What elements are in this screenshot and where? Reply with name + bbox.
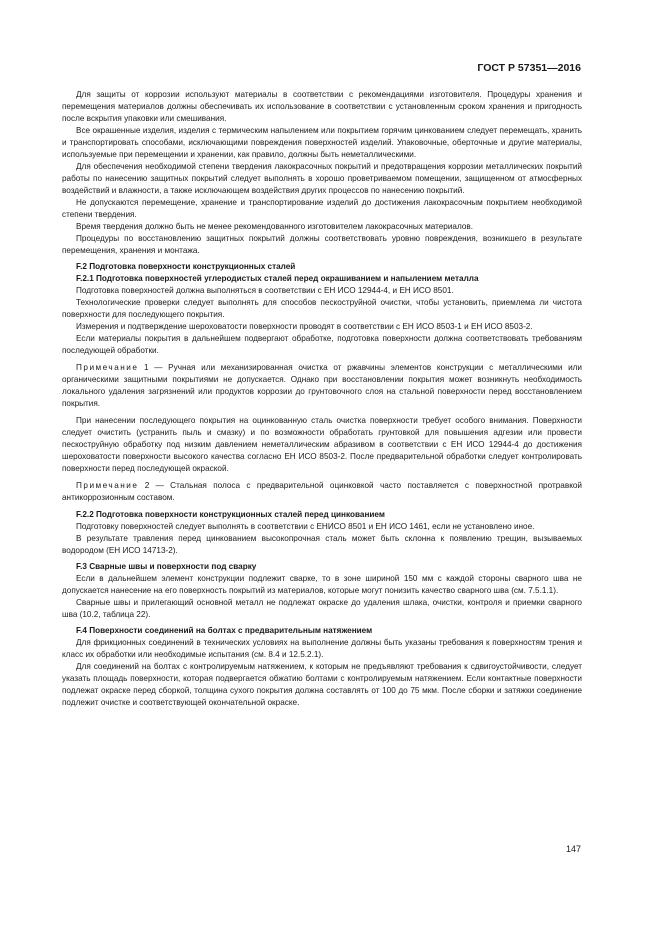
note-text: 1 — Ручная или механизированная очистка от ржавчины элементов конструкции с металлическими или органическими защитными покрытиями не допускается. Однако при восстановлении покрытия может возникнуть необходимость локального удаления загрязнений или продуктов коррозии до грунтовочного слоя на стальной поверхности перед восстановлением покрытия. bbox=[62, 363, 582, 408]
paragraph: При нанесении последующего покрытия на оцинкованную сталь очистка поверхности требует особого внимания. Поверхности следует очистить (устранить пыль и смазку) и по возможности обработать грунтовкой для повышения адгезии или провести пескоструйную обработку под низким давлением неметаллическим абразивом в соответствии с ЕН ИСО 12944-4 до достижения шероховатости поверхности высокого качества согласно ЕН ИСО 8503-2. После предварительной обработки следует контролировать поверхности перед последующей окраской. bbox=[62, 416, 582, 473]
page-number: 147 bbox=[565, 844, 581, 854]
paragraph: Сварные швы и прилегающий основной металл не подлежат окраске до удаления шлака, очистки, контроля и приемки сварного шва (10.2, таблица 22). bbox=[62, 598, 582, 619]
standard-header: ГОСТ Р 57351—2016 bbox=[477, 62, 581, 74]
note-label: Примечание bbox=[76, 481, 139, 490]
section-heading-f3: F.3 Сварные швы и поверхности под сварку bbox=[76, 562, 257, 571]
paragraph: Подготовка поверхностей должна выполняться в соответствии с ЕН ИСО 12944-4, и ЕН ИСО 8501. bbox=[76, 286, 454, 295]
paragraph: Для фрикционных соединений в технических условиях на выполнение должны быть указаны требования к поверхностям трения и класс их обработки или необходимые испытания (см. 8.4 и 12.5.2.1). bbox=[62, 638, 582, 659]
paragraph: Для обеспечения необходимой степени твердения лакокрасочных покрытий и предотвращения коррозии металлических покрытий работы по нанесению защитных покрытий следует выполнять в хорошо проветриваемом помещении, защищенном от атмосферных воздействий и влажности, а также исключающем воздействия других процессов по нанесению покрытий. bbox=[62, 162, 582, 195]
paragraph: Время твердения должно быть не менее рекомендованного изготовителем лакокрасочных материалов. bbox=[76, 222, 474, 231]
paragraph: В результате травления перед цинкованием высокопрочная сталь может быть склонна к появлению трещин, вызываемых водородом (ЕН ИСО 14713-2). bbox=[62, 534, 582, 555]
note-label: Примечание bbox=[76, 363, 139, 372]
paragraph: Процедуры по восстановлению защитных покрытий должны соответствовать уровню повреждения, возникшего в результате перемещения, хранения и монтажа. bbox=[62, 234, 582, 255]
note-text: 2 — Стальная полоса с предварительной оцинковкой часто поставляется с поверхностной протравкой антикоррозионным составом. bbox=[62, 481, 582, 502]
paragraph: Если в дальнейшем элемент конструкции подлежит сварке, то в зоне шириной 150 мм с каждой стороны сварного шва не допускается нанесение на его поверхность покрытий из материалов, которые могут понизить качество сварного шва (см. 7.5.1.1). bbox=[62, 574, 582, 595]
paragraph: Измерения и подтверждение шероховатости поверхности проводят в соответствии с ЕН ИСО 8503-1 и ЕН ИСО 8503-2. bbox=[76, 322, 533, 331]
note-2 bbox=[62, 480, 582, 504]
section-heading-f2: F.2 Подготовка поверхности конструкционных сталей bbox=[76, 262, 296, 271]
paragraph: Если материалы покрытия в дальнейшем подвергают обработке, подготовка поверхности должна соответствовать требованиям последующей обработки. bbox=[62, 334, 582, 355]
paragraph: Подготовку поверхностей следует выполнять в соответствии с ЕНИСО 8501 и ЕН ИСО 1461, если не установлено иное. bbox=[76, 522, 535, 531]
subsection-heading-f21: F.2.1 Подготовка поверхностей углеродистых сталей перед окрашиванием и напылением металла bbox=[76, 274, 479, 283]
paragraph: Для защиты от коррозии используют материалы в соответствии с рекомендациями изготовителя. Процедуры хранения и перемещения материалов должны обеспечивать их использование в соответствии с установленным сроком хранения и пригодность после вскрытия упаковки или смешивания. bbox=[62, 90, 582, 123]
subsection-heading-f22: F.2.2 Подготовка поверхности конструкционных сталей перед цинкованием bbox=[76, 510, 385, 519]
paragraph: Все окрашенные изделия, изделия с термическим напылением или покрытием горячим цинкованием следует перемещать, хранить и транспортировать способами, исключающими повреждения поверхностей изделий. Упаковочные, оберточные и другие материалы, используемые при перемещении и хранении, как правило, должны быть неметаллическими. bbox=[62, 126, 582, 159]
note-1 bbox=[62, 362, 582, 410]
document-body bbox=[62, 89, 582, 709]
paragraph: Технологические проверки следует выполнять для способов пескоструйной очистки, чтобы установить, приемлема ли чистота поверхности для последующего покрытия. bbox=[62, 298, 582, 319]
section-heading-f4: F.4 Поверхности соединений на болтах с предварительным натяжением bbox=[76, 626, 373, 635]
paragraph: Не допускаются перемещение, хранение и транспортирование изделий до достижения лакокрасочным покрытием необходимой степени твердения. bbox=[62, 198, 582, 219]
paragraph: Для соединений на болтах с контролируемым натяжением, к которым не предъявляют требования к сдвигоустойчивости, следует указать площадь поверхности, которая подвергается обжатию болтами с контролируемым натяжением. Если контактные поверхности подлежат окраске перед сборкой, толщина сухого покрытия должна составлять от 100 до 75 мкм. После сборки и затяжки соединение подлежит очистке и соответствующей окончательной окраске. bbox=[62, 662, 582, 707]
